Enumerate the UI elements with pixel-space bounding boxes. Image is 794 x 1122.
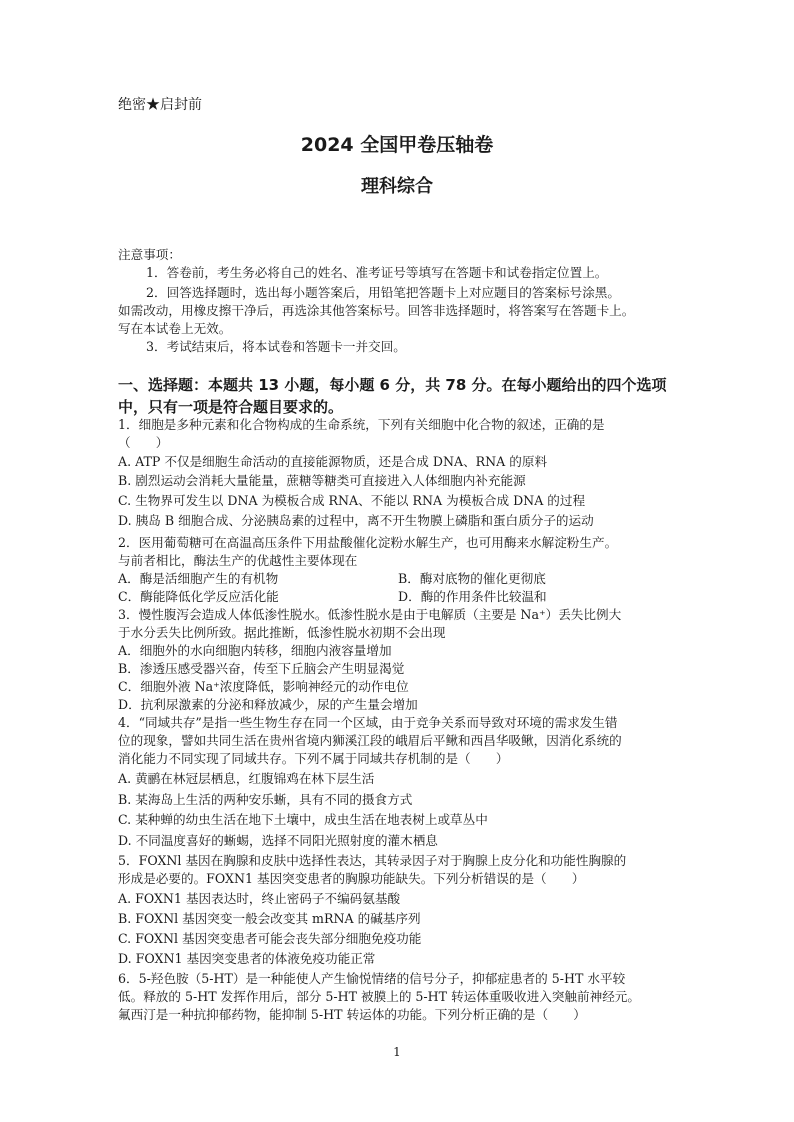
option-c: C. 某种蝉的幼虫生活在地下土壤中，成虫生活在地表树上或草丛中 <box>118 812 488 827</box>
question-stem: 氟西汀是一种抗抑郁药物，能抑制 5-HT 转运体的功能。下列分析正确的是（ ） <box>118 1007 586 1022</box>
option-a: A. 黄鹂在林冠层栖息，红腹锦鸡在林下层生活 <box>118 771 375 786</box>
option-b: B. 剧烈运动会消耗大量能量，蔗糖等糖类可直接进入人体细胞内补充能源 <box>118 473 526 488</box>
question-stem: （ ） <box>118 435 169 450</box>
exam-subject: 理科综合 <box>361 176 433 197</box>
option-a: A．细胞外的水向细胞内转移，细胞内液容量增加 <box>118 643 392 658</box>
question-stem: 1．细胞是多种元素和化合物构成的生命系统，下列有关细胞中化合物的叙述，正确的是 <box>118 417 605 432</box>
notice-line: 1．答卷前，考生务必将自己的姓名、准考证号等填写在答题卡和试卷指定位置上。 <box>146 265 608 280</box>
option-d: D. 胰岛 B 细胞合成、分泌胰岛素的过程中，离不开生物膜上磷脂和蛋白质分子的运动 <box>118 513 594 528</box>
section-heading: 一、选择题：本题共 13 小题，每小题 6 分，共 78 分。在每小题给出的四个选项 <box>118 376 667 394</box>
notice-heading: 注意事项： <box>118 247 181 262</box>
option-c: C．细胞外液 Na⁺浓度降低，影响神经元的动作电位 <box>118 679 409 694</box>
option-d: D．酶的作用条件比较温和 <box>398 589 547 604</box>
question-stem: 3．慢性腹泻会造成人体低渗性脱水。低渗性脱水是由于电解质（主要是 Na⁺）丢失比例大 <box>118 607 622 622</box>
notice-line: 2．回答选择题时，选出每小题答案后，用铅笔把答题卡上对应题目的答案标号涂黑。 <box>146 285 620 300</box>
question-stem: 消化能力不同实现了同域共存。下列不属于同域共存机制的是（ ） <box>118 751 509 766</box>
question-stem: 于水分丢失比例所致。据此推断，低渗性脱水初期不会出现 <box>118 625 446 640</box>
option-b: B．渗透压感受器兴奋，传至下丘脑会产生明显渴觉 <box>118 661 405 676</box>
option-b: B．酶对底物的催化更彻底 <box>398 571 546 586</box>
question-stem: 形成是必要的。FOXN1 基因突变患者的胸腺功能缺失。下列分析错误的是（ ） <box>118 871 585 886</box>
option-d: D．抗利尿激素的分泌和释放减少，尿的产生量会增加 <box>118 697 418 712</box>
option-a: A. FOXN1 基因表达时，终止密码子不编码氨基酸 <box>118 891 401 906</box>
option-c: C．酶能降低化学反应活化能 <box>118 589 279 604</box>
page-number: 1 <box>393 1045 401 1059</box>
question-stem: 5．FOXNl 基因在胸腺和皮肤中选择性表达，其转录因子对于胸腺上皮分化和功能性胸腺的 <box>118 853 627 868</box>
option-b: B. 某海岛上生活的两种安乐蜥，具有不同的摄食方式 <box>118 792 413 807</box>
question-stem: 6．5-羟色胺（5-HT）是一种能使人产生愉悦情绪的信号分子，抑郁症患者的 5-HT 水平较 <box>118 971 626 986</box>
option-a: A．酶是活细胞产生的有机物 <box>118 571 279 586</box>
option-d: D. FOXN1 基因突变患者的体液免疫功能正常 <box>118 951 376 966</box>
confidential-label: 绝密★启封前 <box>118 97 202 113</box>
question-stem: 低。释放的 5-HT 发挥作用后，部分 5-HT 被膜上的 5-HT 转运体重吸收进入突触前神经元。 <box>118 989 640 1004</box>
notice-line: 3．考试结束后，将本试卷和答题卡一并交回。 <box>146 339 406 354</box>
exam-title: 2024 全国甲卷压轴卷 <box>300 134 494 156</box>
question-stem: 位的现象，譬如共同生活在贵州省境内狮溪江段的峨眉后平鳅和西昌华吸鳅，因消化系统的 <box>118 733 622 748</box>
question-stem: 与前者相比，酶法生产的优越性主要体现在 <box>118 553 358 568</box>
option-d: D. 不同温度喜好的蜥蜴，选择不同阳光照射度的灌木栖息 <box>118 833 438 848</box>
notice-line: 如需改动，用橡皮擦干净后，再选涂其他答案标号。回答非选择题时，将答案写在答题卡上。 <box>118 303 635 318</box>
option-a: A. ATP 不仅是细胞生命活动的直接能源物质，还是合成 DNA、RNA 的原料 <box>118 454 548 469</box>
question-stem: 2．医用葡萄糖可在高温高压条件下用盐酸催化淀粉水解生产，也可用酶来水解淀粉生产。 <box>118 535 618 550</box>
option-b: B. FOXNl 基因突变一般会改变其 mRNA 的碱基序列 <box>118 911 421 926</box>
option-c: C. 生物界可发生以 DNA 为模板合成 RNA、不能以 RNA 为模板合成 DNA 的过程 <box>118 493 586 508</box>
question-stem: 4．“同域共存”是指一些生物生存在同一个区域，由于竞争关系而导致对环境的需求发生错 <box>118 715 618 730</box>
section-heading: 中，只有一项是符合题目要求的。 <box>118 398 344 416</box>
notice-line: 写在本试卷上无效。 <box>118 321 232 336</box>
option-c: C. FOXNl 基因突变患者可能会丧失部分细胞免疫功能 <box>118 931 422 946</box>
